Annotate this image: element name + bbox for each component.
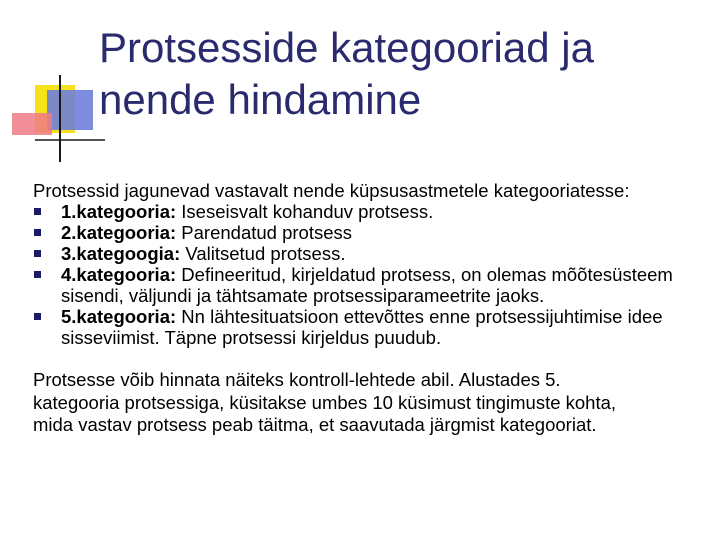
content-body	[33, 180, 703, 437]
category-text: Defineeritud, kirjeldatud protsess, on olemas mõõtesüsteem sisendi, väljundi ja tähtsamate protsessiparameetrite jaoks.	[61, 264, 673, 306]
category-text: Valitsetud protsess.	[185, 243, 346, 264]
title-line-1: Protsesside kategooriad ja	[99, 24, 594, 71]
list-item	[33, 201, 703, 222]
category-label: 5.kategooria:	[61, 306, 177, 327]
list-item	[33, 306, 703, 348]
list-item	[33, 264, 703, 306]
square-bullet-icon	[34, 250, 41, 257]
square-bullet-icon	[34, 313, 41, 320]
title-line-2: nende hindamine	[99, 76, 422, 123]
square-bullet-icon	[34, 271, 41, 278]
square-bullet-icon	[34, 208, 41, 215]
list-item	[33, 222, 703, 243]
category-label: 1.kategooria:	[61, 201, 177, 222]
category-text: Iseseisvalt kohanduv protsess.	[181, 201, 434, 222]
category-list	[33, 201, 703, 348]
intro-text: Protsessid jagunevad vastavalt nende küpsusastmetele kategooriatesse:	[33, 180, 630, 201]
category-label: 4.kategooria:	[61, 264, 177, 285]
deco-red-square	[12, 113, 52, 135]
category-label: 2.kategooria:	[61, 222, 177, 243]
square-bullet-icon	[34, 229, 41, 236]
category-text: Nn lähtesituatsioon ettevõttes enne protsessijuhtimise idee sisseviimist. Täpne protsessi kirjeldus puudub.	[61, 306, 663, 348]
deco-blue-square	[47, 90, 93, 130]
outro-line-3: mida vastav protsess peab täitma, et saavutada järgmist kategooriat.	[33, 414, 597, 435]
category-text: Parendatud protsess	[181, 222, 353, 243]
outro-line-1: Protsesse võib hinnata näiteks kontroll-lehtede abil. Alustades 5.	[33, 369, 561, 390]
outro-line-2: kategooria protsessiga, küsitakse umbes 10 küsimust tingimuste kohta,	[33, 391, 617, 413]
category-label: 3.kategoogia:	[61, 243, 181, 264]
page-title	[99, 22, 699, 126]
outro-paragraph	[33, 369, 703, 437]
list-item	[33, 243, 703, 264]
decorative-logo	[0, 0, 110, 170]
